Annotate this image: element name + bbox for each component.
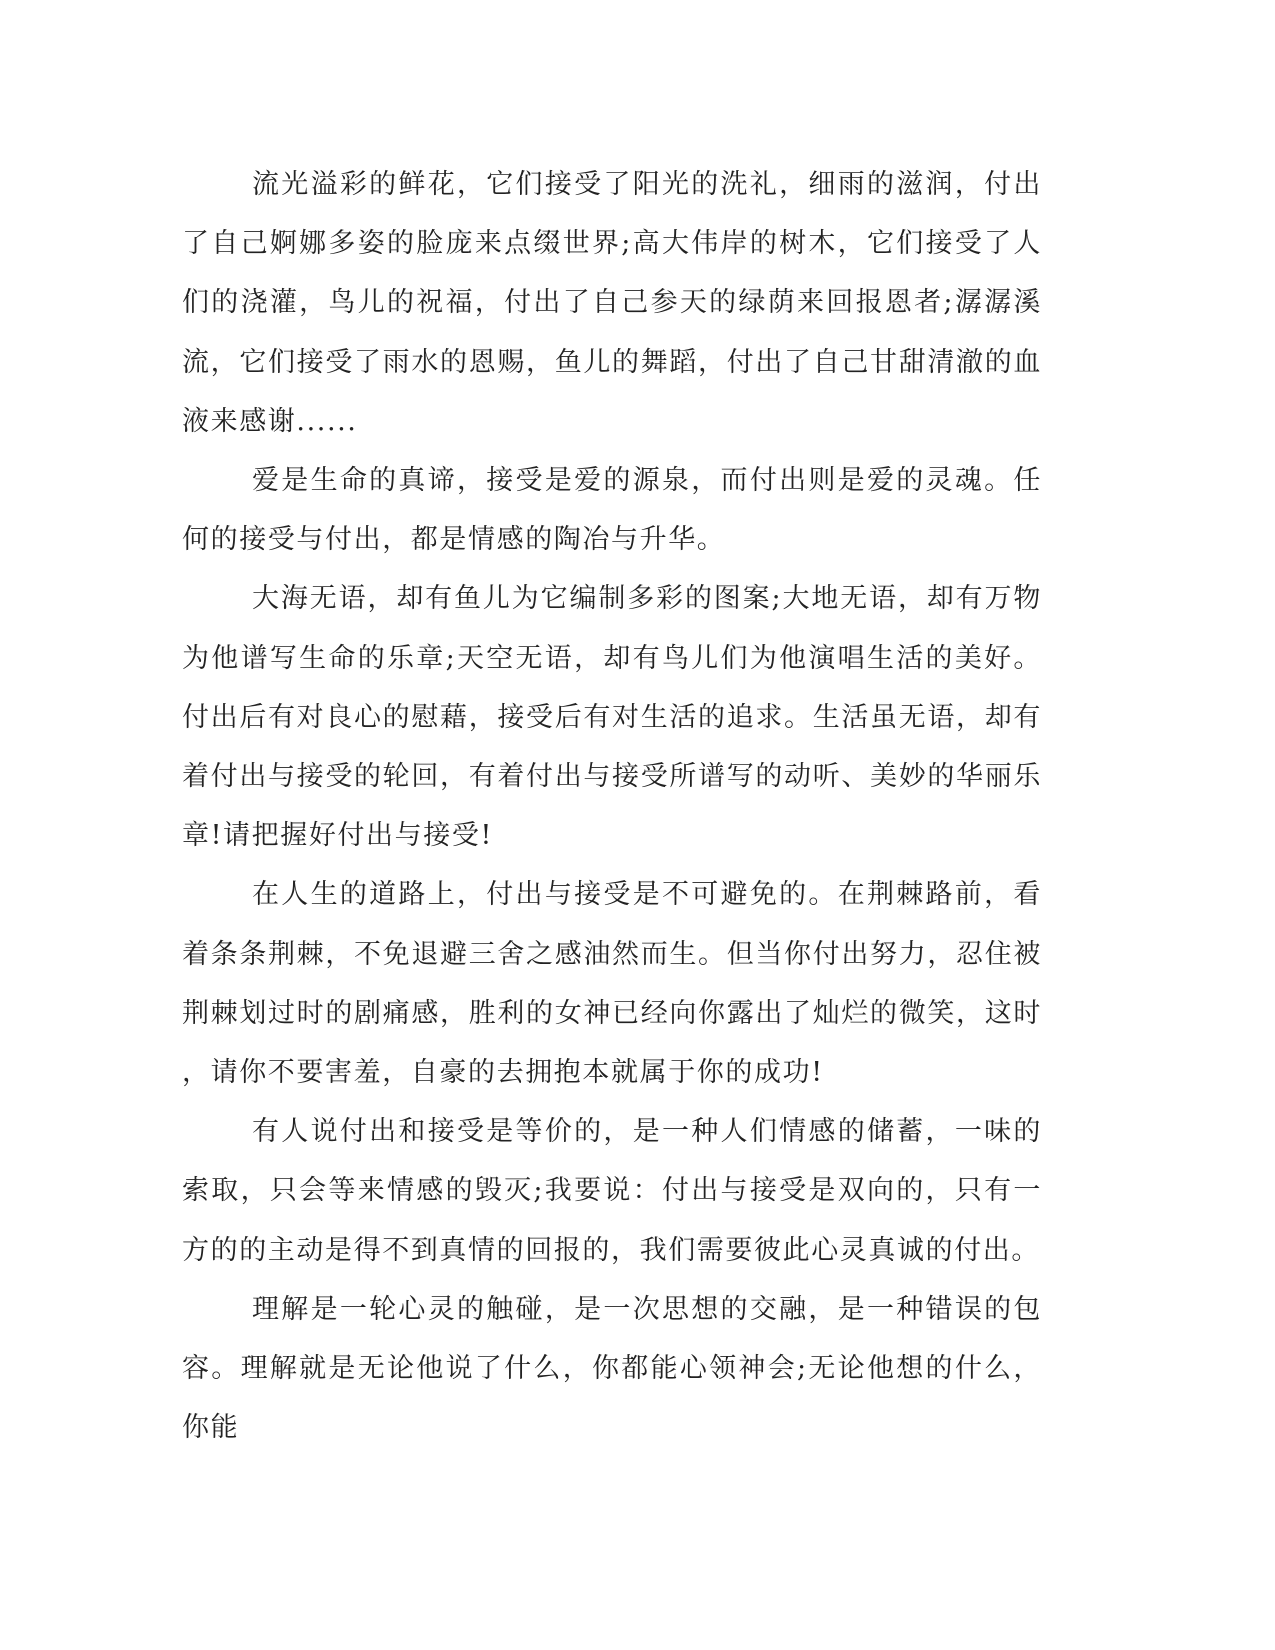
paragraph-understanding: 理解是一轮心灵的触碰，是一次思想的交融，是一种错误的包容。理解就是无论他说了什么，你都能心领神会;无论他想的什么，你能 — [182, 1293, 1042, 1444]
paragraph-life-road: 在人生的道路上，付出与接受是不可避免的。在荆棘路前，看着条条荆棘，不免退避三舍之感油然而生。但当你付出努力，忍住被荆棘划过时的剧痛感，胜利的女神已经向你露出了灿烂的微笑，这时，请你不要害羞，自豪的去拥抱本就属于你的成功! — [182, 879, 1042, 1089]
paragraph-equal-value: 有人说付出和接受是等价的，是一种人们情感的储蓄，一味的索取，只会等来情感的毁灭;我要说：付出与接受是双向的，只有一方的的主动是得不到真情的回报的，我们需要彼此心灵真诚的付出。 — [182, 1116, 1042, 1266]
paragraph-flowers: 流光溢彩的鲜花，它们接受了阳光的洗礼，细雨的滋润，付出了自己婀娜多姿的脸庞来点缀世界;高大伟岸的树木，它们接受了人们的浇灌，鸟儿的祝福，付出了自己参天的绿荫来回报恩者;潺潺溪流，它们接受了雨水的恩赐，鱼儿的舞蹈，付出了自己甘甜清澈的血液来感谢...... — [182, 169, 1042, 437]
paragraph-love: 爱是生命的真谛，接受是爱的源泉，而付出则是爱的灵魂。任何的接受与付出，都是情感的陶冶与升华。 — [182, 465, 1042, 556]
document-body — [182, 155, 1042, 1457]
paragraph-sea: 大海无语，却有鱼儿为它编制多彩的图案;大地无语，却有万物为他谱写生命的乐章;天空无语，却有鸟儿们为他演唱生活的美好。付出后有对良心的慰藉，接受后有对生活的追求。生活虽无语，却有着付出与接受的轮回，有着付出与接受所谱写的动听、美妙的华丽乐章!请把握好付出与接受! — [182, 583, 1042, 852]
